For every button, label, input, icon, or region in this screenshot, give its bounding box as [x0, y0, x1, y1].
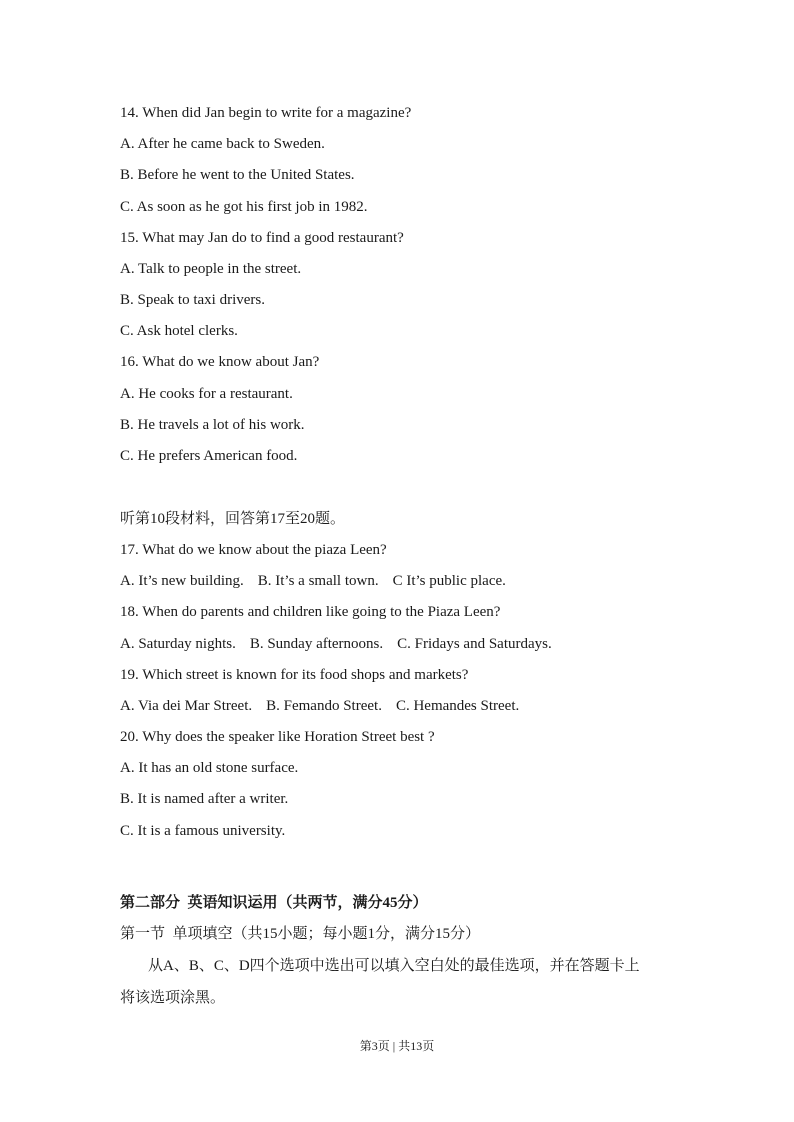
- option-17-c: C It’s public place.: [392, 573, 506, 589]
- question-15: 15. What may Jan do to find a good restaurant?: [120, 230, 404, 246]
- option-19-a: A. Via dei Mar Street.: [120, 698, 253, 714]
- option-16-c: C. He prefers American food.: [120, 448, 298, 464]
- option-16-a: A. He cooks for a restaurant.: [120, 386, 293, 402]
- option-20-a: A. It has an old stone surface.: [120, 760, 299, 776]
- option-17-a: A. It’s new building.: [120, 573, 244, 589]
- option-14-b: B. Before he went to the United States.: [120, 167, 355, 183]
- option-18-c: C. Fridays and Saturdays.: [397, 636, 552, 652]
- option-15-a: A. Talk to people in the street.: [120, 261, 302, 277]
- option-18-a: A. Saturday nights.: [120, 636, 236, 652]
- options-17: [120, 571, 506, 591]
- option-15-c: C. Ask hotel clerks.: [120, 323, 238, 339]
- part2-instruction-line2: 将该选项涂黑。: [120, 990, 226, 1006]
- option-14-c: C. As soon as he got his first job in 1982.: [120, 199, 368, 215]
- question-17: 17. What do we know about the piaza Leen?: [120, 542, 387, 558]
- part2-heading: 第二部分 英语知识运用（共两节，满分45分）: [120, 895, 428, 911]
- option-16-b: B. He travels a lot of his work.: [120, 417, 305, 433]
- option-20-c: C. It is a famous university.: [120, 823, 286, 839]
- option-18-b: B. Sunday afternoons.: [249, 636, 384, 652]
- page-footer: 第3页 | 共13页: [359, 1039, 435, 1053]
- options-18: [120, 634, 552, 654]
- option-19-c: C. Hemandes Street.: [395, 698, 520, 714]
- section-intro: 听第10段材料，回答第17至20题。: [120, 511, 346, 527]
- question-16: 16. What do we know about Jan?: [120, 354, 320, 370]
- part2-instruction-line1: 从A、B、C、D四个选项中选出可以填入空白处的最佳选项，并在答题卡上: [148, 958, 640, 974]
- option-14-a: A. After he came back to Sweden.: [120, 136, 325, 152]
- question-20: 20. Why does the speaker like Horation Street best ?: [120, 729, 435, 745]
- question-19: 19. Which street is known for its food shops and markets?: [120, 667, 469, 683]
- option-15-b: B. Speak to taxi drivers.: [120, 292, 265, 308]
- part2-section1-title: 第一节 单项填空（共15小题；每小题1分，满分15分）: [120, 926, 481, 942]
- question-14: 14. When did Jan begin to write for a magazine?: [120, 105, 412, 121]
- option-19-b: B. Femando Street.: [266, 698, 382, 714]
- question-18: 18. When do parents and children like going to the Piaza Leen?: [120, 604, 501, 620]
- option-17-b: B. It’s a small town.: [257, 573, 379, 589]
- options-19: [120, 696, 519, 716]
- option-20-b: B. It is named after a writer.: [120, 791, 289, 807]
